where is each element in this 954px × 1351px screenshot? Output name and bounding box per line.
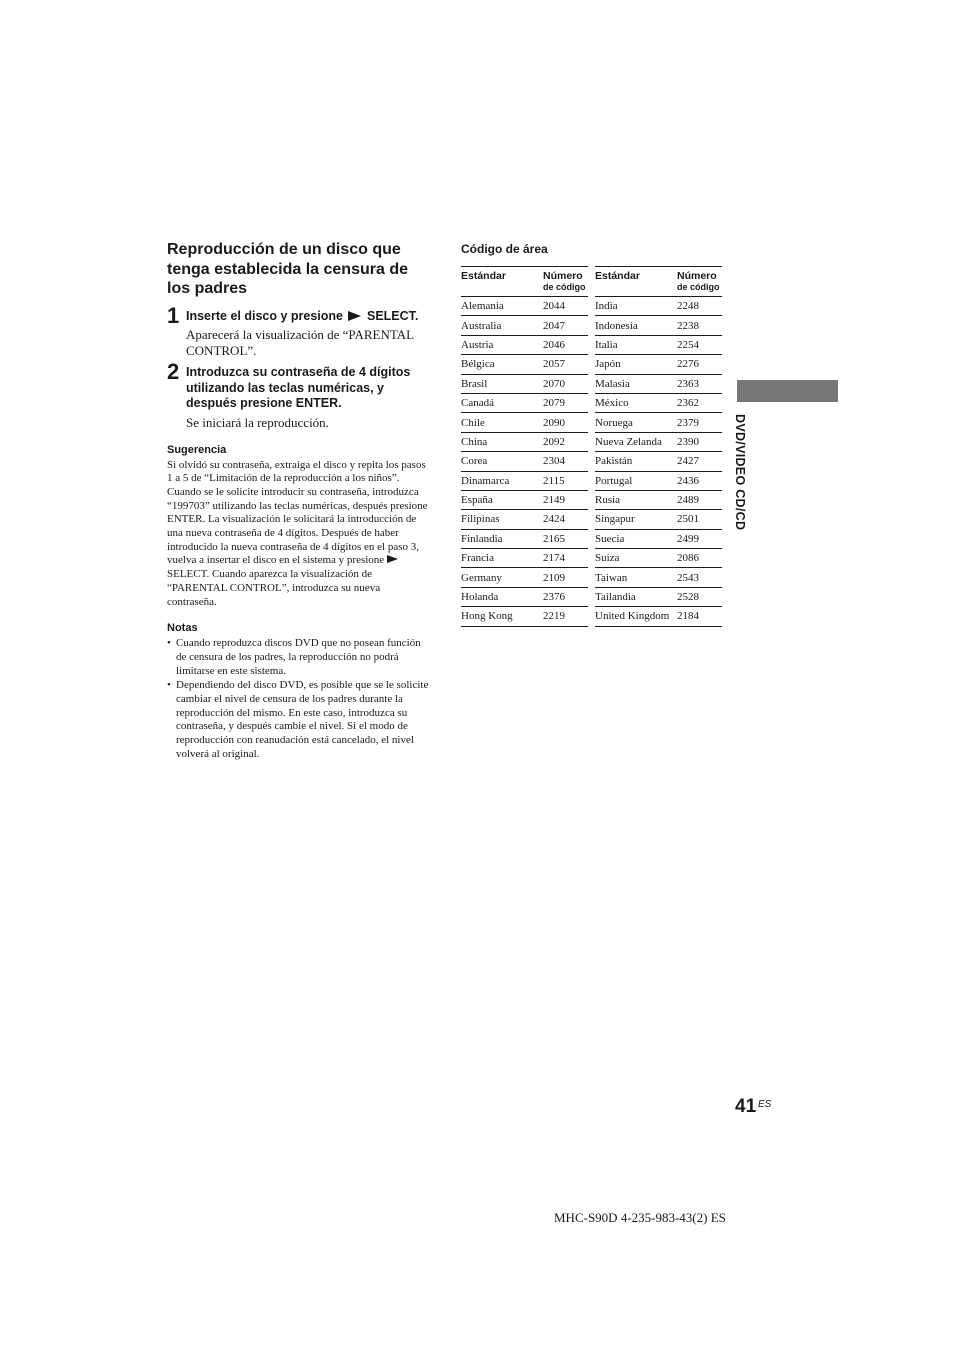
table-row <box>461 297 588 316</box>
code-cell: 2057 <box>543 355 588 374</box>
code-cell: 2149 <box>543 490 588 509</box>
country-cell: China <box>461 432 543 451</box>
tip-text-part: SELECT. Cuando aparezca la visualización de “PARENTAL CONTROL”, introduzca su nueva contraseña. <box>167 568 381 608</box>
code-cell: 2390 <box>677 432 722 451</box>
country-cell: Germany <box>461 568 543 587</box>
table-row <box>461 355 588 374</box>
code-cell: 2047 <box>543 316 588 335</box>
step-instruction-text: SELECT. <box>366 308 419 323</box>
code-cell: 2543 <box>677 568 722 587</box>
left-column <box>167 240 432 763</box>
country-cell: Bélgica <box>461 355 543 374</box>
country-cell: Corea <box>461 452 543 471</box>
code-cell: 2046 <box>543 335 588 354</box>
step-result: Se iniciará la reproducción. <box>186 414 329 430</box>
tip-text <box>167 459 432 610</box>
table-row <box>595 549 722 568</box>
code-cell: 2238 <box>677 316 722 335</box>
play-icon <box>348 311 361 321</box>
country-cell: Indonesia <box>595 316 677 335</box>
column-header-standard: Estándar <box>595 267 677 297</box>
country-cell: Chile <box>461 413 543 432</box>
code-cell: 2115 <box>543 471 588 490</box>
country-cell: Brasil <box>461 374 543 393</box>
side-label-text: DVD/VIDEO CD/CD <box>733 414 747 531</box>
code-cell: 2528 <box>677 587 722 606</box>
step-number: 1 <box>167 302 180 328</box>
step-instruction: Introduzca su contraseña de 4 dígitos utilizando las teclas numéricas, y después presione ENTER. <box>186 365 411 410</box>
country-cell: España <box>461 490 543 509</box>
code-cell: 2165 <box>543 529 588 548</box>
table-row <box>595 393 722 412</box>
table-row <box>595 413 722 432</box>
step-instruction-text: Inserte el disco y presione <box>186 308 344 323</box>
country-cell: Taiwan <box>595 568 677 587</box>
code-cell: 2090 <box>543 413 588 432</box>
country-cell: Malasia <box>595 374 677 393</box>
table-row <box>595 432 722 451</box>
code-cell: 2276 <box>677 355 722 374</box>
code-cell: 2376 <box>543 587 588 606</box>
code-cell: 2248 <box>677 297 722 316</box>
country-cell: Filipinas <box>461 510 543 529</box>
code-cell: 2499 <box>677 529 722 548</box>
section-title: Reproducción de un disco que tenga establecida la censura de los padres <box>167 241 408 297</box>
table-row <box>595 355 722 374</box>
area-code-title: Código de área <box>461 242 548 256</box>
header-number-sub: de código <box>543 282 586 292</box>
code-cell: 2086 <box>677 549 722 568</box>
table-row <box>461 374 588 393</box>
code-cell: 2174 <box>543 549 588 568</box>
table-row <box>461 432 588 451</box>
play-icon <box>387 555 398 563</box>
page-number: 41 <box>735 1096 757 1117</box>
country-cell: Dinamarca <box>461 471 543 490</box>
country-cell: India <box>595 297 677 316</box>
table-row <box>595 471 722 490</box>
code-cell: 2079 <box>543 393 588 412</box>
code-cell: 2092 <box>543 432 588 451</box>
table-row <box>461 529 588 548</box>
country-cell: Suecia <box>595 529 677 548</box>
column-header-number <box>677 267 722 297</box>
code-cell: 2363 <box>677 374 722 393</box>
step-2 <box>167 359 432 431</box>
table-row <box>461 335 588 354</box>
step-1 <box>167 302 432 360</box>
code-cell: 2304 <box>543 452 588 471</box>
table-row <box>595 335 722 354</box>
step-instruction <box>186 309 432 325</box>
tip-heading: Sugerencia <box>167 443 227 456</box>
code-cell: 2362 <box>677 393 722 412</box>
column-header-standard: Estándar <box>461 267 543 297</box>
table-row <box>595 452 722 471</box>
country-cell: México <box>595 393 677 412</box>
table-row <box>595 568 722 587</box>
country-cell: Italia <box>595 335 677 354</box>
country-cell: Pakistán <box>595 452 677 471</box>
country-cell: United Kingdom <box>595 607 677 626</box>
table-row <box>461 607 588 626</box>
tip-text-part: Si olvidó su contraseña, extraiga el disco y repita los pasos 1 a 5 de “Limitación de la reproducción a los niños”. Cuando se le solicite introducir su contraseña, introduzca “199703” utilizando las teclas numéricas, después presione ENTER. La visualización le solicitará la introducción de una nueva contraseña de 4 dígitos. Después de haber introducido la nueva contraseña de 4 dígitos en el paso 3, vuelva a insertar el disco en el sistema y presione <box>167 458 428 567</box>
code-cell: 2427 <box>677 452 722 471</box>
area-code-table-right <box>595 266 722 627</box>
country-cell: Noruega <box>595 413 677 432</box>
code-cell: 2070 <box>543 374 588 393</box>
section-side-label <box>733 414 757 559</box>
code-cell: 2254 <box>677 335 722 354</box>
country-cell: Alemania <box>461 297 543 316</box>
table-row <box>461 471 588 490</box>
notes-heading: Notas <box>167 622 198 635</box>
table-row <box>595 607 722 626</box>
area-code-table-left <box>461 266 588 627</box>
code-cell: 2184 <box>677 607 722 626</box>
notes-list <box>167 637 432 761</box>
table-row <box>461 510 588 529</box>
page-language: ES <box>758 1099 772 1110</box>
country-cell: Japón <box>595 355 677 374</box>
section-tab-bar <box>737 380 838 402</box>
note-item: • Cuando reproduzca discos DVD que no posean función de censura de los padres, la reproducción no podrá limitarse en este sistema. <box>167 637 432 678</box>
code-cell: 2424 <box>543 510 588 529</box>
country-cell: Singapur <box>595 510 677 529</box>
table-row <box>595 316 722 335</box>
table-row <box>595 490 722 509</box>
table-row <box>595 587 722 606</box>
code-cell: 2436 <box>677 471 722 490</box>
table-row <box>595 510 722 529</box>
country-cell: Tailandia <box>595 587 677 606</box>
table-row <box>461 452 588 471</box>
step-result: Aparecerá la visualización de “PARENTAL CONTROL”. <box>186 327 414 358</box>
table-row <box>461 393 588 412</box>
column-header-number <box>543 267 588 297</box>
country-cell: Francia <box>461 549 543 568</box>
table-row <box>461 316 588 335</box>
code-cell: 2044 <box>543 297 588 316</box>
country-cell: Portugal <box>595 471 677 490</box>
code-cell: 2379 <box>677 413 722 432</box>
table-row <box>461 490 588 509</box>
header-number-label: Número <box>677 270 717 282</box>
country-cell: Rusia <box>595 490 677 509</box>
code-cell: 2501 <box>677 510 722 529</box>
country-cell: Nueva Zelanda <box>595 432 677 451</box>
footer-model-code: MHC-S90D 4-235-983-43(2) ES <box>554 1210 726 1225</box>
country-cell: Austria <box>461 335 543 354</box>
table-row <box>595 297 722 316</box>
country-cell: Holanda <box>461 587 543 606</box>
country-cell: Suiza <box>595 549 677 568</box>
code-cell: 2489 <box>677 490 722 509</box>
country-cell: Australia <box>461 316 543 335</box>
country-cell: Canadá <box>461 393 543 412</box>
table-row <box>595 374 722 393</box>
country-cell: Hong Kong <box>461 607 543 626</box>
country-cell: Finlandia <box>461 529 543 548</box>
code-cell: 2219 <box>543 607 588 626</box>
code-cell: 2109 <box>543 568 588 587</box>
header-number-sub: de código <box>677 282 720 292</box>
table-row <box>595 529 722 548</box>
note-item: • Dependiendo del disco DVD, es posible que se le solicite cambiar el nivel de censura de los padres durante la reproducción del mismo. En este caso, introduzca su contraseña, y después cambie el nivel. Si el modo de reproducción con reanudación está cancelado, el nivel volverá al original. <box>167 679 432 761</box>
step-number: 2 <box>167 359 180 384</box>
table-row <box>461 587 588 606</box>
table-row <box>461 413 588 432</box>
table-row <box>461 549 588 568</box>
table-row <box>461 568 588 587</box>
header-number-label: Número <box>543 270 583 282</box>
